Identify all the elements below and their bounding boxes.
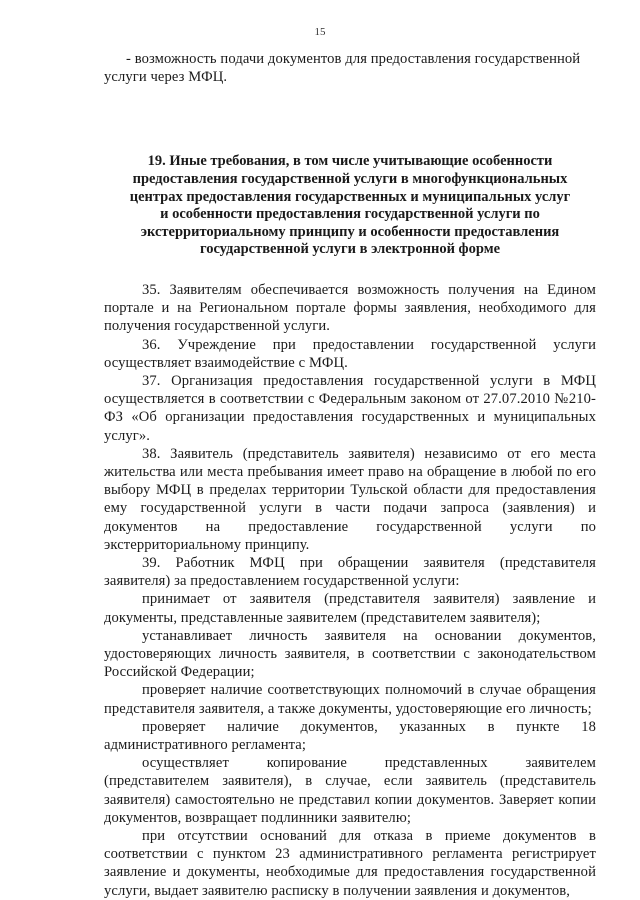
heading-line: предоставления государственной услуги в многофункциональных: [132, 171, 568, 187]
intro-line-1: - возможность подачи документов для предоставления государственной: [126, 51, 581, 67]
paragraph-36: 36. Учреждение при предоставлении государственной услуги осуществляет взаимодействие с МФЦ.: [104, 336, 596, 371]
paragraph-37: 37. Организация предоставления государственной услуги в МФЦ осуществляется в соответствии с Федеральным законом от 27.07.2010 №210-ФЗ «Об организации предоставления государственных и муниципальных услуг».: [104, 372, 596, 444]
section-heading: [104, 153, 596, 259]
list-item: проверяет наличие соответствующих полномочий в случае обращения представителя заявителя, а также документы, удостоверяющие его личность;: [104, 682, 596, 717]
list-item: проверяет наличие документов, указанных в пункте 18 административного регламента;: [104, 718, 596, 754]
list-item: при отсутствии оснований для отказа в приеме документов в соответствии с пунктом 23 административного регламента регистрирует заявление и документы, необходимые для предоставления государственной услуги, выдает заявителю расписку в получении заявления и документов,: [104, 828, 596, 899]
heading-line: государственной услуги в электронной форме: [199, 241, 501, 258]
paragraph-39: 39. Работник МФЦ при обращении заявителя (представителя заявителя) за предоставлением государственной услуги:: [104, 555, 596, 590]
intro-block: [104, 50, 596, 86]
paragraph-38: 38. Заявитель (представитель заявителя) независимо от его места жительства или места пребывания имеет право на обращение в любой по его выбору МФЦ в пределах территории Тульской области для предоставления ему государственной услуги в части подачи запроса (заявления) и документов на предоставление государственной услуги по экстерриториальному принципу.: [104, 445, 596, 553]
page-number: 15: [314, 26, 326, 38]
heading-line: и особенности предоставления государственной услуги по: [160, 206, 540, 223]
intro-line-2: услуги через МФЦ.: [104, 69, 228, 86]
heading-line: 19. Иные требования, в том числе учитывающие особенности: [147, 153, 553, 170]
paragraph-35: 35. Заявителям обеспечивается возможность получения на Едином портале и на Региональном портале формы заявления, необходимого для получения государственной услуги.: [104, 281, 596, 335]
heading-line: центрах предоставления государственных и муниципальных услуг: [129, 188, 571, 205]
list-item: принимает от заявителя (представителя заявителя) заявление и документы, представленные заявителем (представителем заявителя);: [104, 591, 596, 626]
document-body: [104, 50, 596, 900]
heading-line: экстерриториальному принципу и особенности предоставления: [140, 223, 560, 240]
list-item: устанавливает личность заявителя на основании документов, удостоверяющих личность заявителя, в соответствии с законодательством Российской Федерации;: [104, 627, 596, 681]
list-item: осуществляет копирование представленных заявителем (представителем заявителя), в случае, если заявитель (представитель заявителя) самостоятельно не представил копии документов. Заверяет копии документов, возвращает подлинники заявителю;: [104, 755, 596, 826]
